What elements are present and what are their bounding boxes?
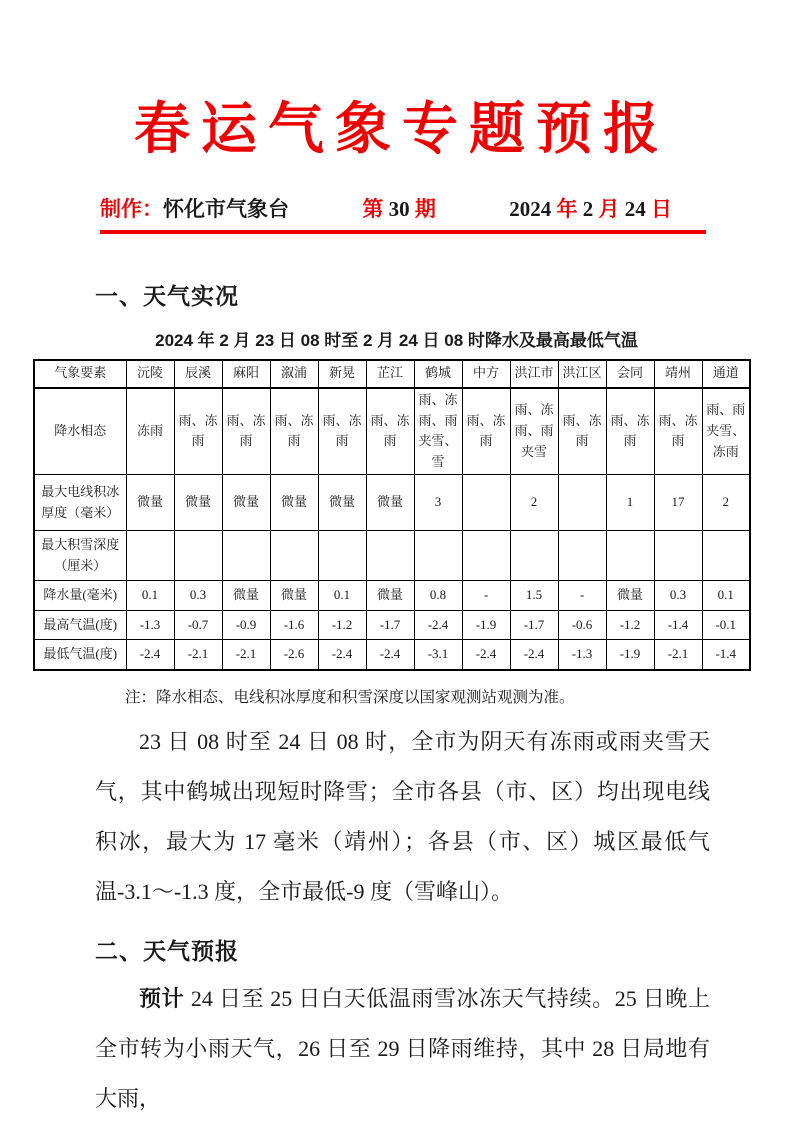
column-header: 通道 xyxy=(702,360,750,388)
table-cell: 雨、冻雨 xyxy=(654,388,702,475)
table-cell: 微量 xyxy=(222,475,270,531)
table-cell xyxy=(318,531,366,581)
table-row xyxy=(34,581,750,611)
table-cell: -2.1 xyxy=(654,640,702,670)
table-cell: 微量 xyxy=(366,581,414,611)
table-cell: -0.1 xyxy=(702,611,750,640)
table-cell: -1.2 xyxy=(318,611,366,640)
table-cell: -1.4 xyxy=(702,640,750,670)
section1-heading: 一、天气实况 xyxy=(95,282,239,309)
table-cell: -1.2 xyxy=(606,611,654,640)
table-cell: -2.4 xyxy=(318,640,366,670)
table-cell: 雨、冻雨 xyxy=(222,388,270,475)
table-cell: -2.4 xyxy=(510,640,558,670)
issue-number xyxy=(362,196,436,223)
table-cell: 1.5 xyxy=(510,581,558,611)
date-day-unit: 日 xyxy=(651,197,672,221)
date-year-unit: 年 xyxy=(556,197,578,221)
table-cell xyxy=(702,531,750,581)
column-header: 沅陵 xyxy=(126,360,174,388)
table-cell: 雨、冻雨、雨夹雪 xyxy=(510,388,558,475)
column-header: 洪江区 xyxy=(558,360,606,388)
table-cell: -1.4 xyxy=(654,611,702,640)
table-cell: 雨、雨夹雪、冻雨 xyxy=(702,388,750,475)
row-label: 最低气温(度) xyxy=(34,640,126,670)
table-cell: 雨、冻雨、雨夹雪、雪 xyxy=(414,388,462,475)
table-cell: 微量 xyxy=(366,475,414,531)
table-cell: -2.4 xyxy=(126,640,174,670)
table-cell: -0.9 xyxy=(222,611,270,640)
table-cell: 0.3 xyxy=(654,581,702,611)
table-cell: 0.1 xyxy=(318,581,366,611)
table-cell: 2 xyxy=(510,475,558,531)
table-cell xyxy=(126,531,174,581)
column-header: 新晃 xyxy=(318,360,366,388)
row-label: 最高气温(度) xyxy=(34,611,126,640)
table-cell: 微量 xyxy=(174,475,222,531)
table-cell: -2.1 xyxy=(222,640,270,670)
column-header: 洪江市 xyxy=(510,360,558,388)
table-cell: -2.1 xyxy=(174,640,222,670)
table-cell: -0.7 xyxy=(174,611,222,640)
table-cell: 雨、冻雨 xyxy=(174,388,222,475)
table-cell: 0.1 xyxy=(702,581,750,611)
table-cell: 雨、冻雨 xyxy=(558,388,606,475)
table-cell: -0.6 xyxy=(558,611,606,640)
column-header: 中方 xyxy=(462,360,510,388)
table-header-row xyxy=(34,360,750,388)
table-note: 注：降水相态、电线积冰厚度和积雪深度以国家观测站观测为准。 xyxy=(125,688,575,706)
table-cell: 微量 xyxy=(270,581,318,611)
column-header: 溆浦 xyxy=(270,360,318,388)
issue-date xyxy=(509,196,706,223)
table-cell: 微量 xyxy=(318,475,366,531)
table-cell: 0.3 xyxy=(174,581,222,611)
table-cell: 雨、冻雨 xyxy=(366,388,414,475)
table-cell: -1.9 xyxy=(462,611,510,640)
row-label: 最大电线积冰厚度（毫米） xyxy=(34,475,126,531)
issue-no: 30 xyxy=(383,196,415,221)
table-cell: 17 xyxy=(654,475,702,531)
table-cell: 雨、冻雨 xyxy=(606,388,654,475)
table-cell xyxy=(222,531,270,581)
table-cell: -1.9 xyxy=(606,640,654,670)
header-divider xyxy=(100,230,706,234)
date-day: 24 xyxy=(619,196,651,221)
row-label: 降水量(毫米) xyxy=(34,581,126,611)
row-label: 最大积雪深度（厘米） xyxy=(34,531,126,581)
table-cell xyxy=(270,531,318,581)
table-title: 2024 年 2 月 23 日 08 时至 2 月 24 日 08 时降水及最高最低气温 xyxy=(155,330,638,350)
table-cell xyxy=(510,531,558,581)
table-cell: -3.1 xyxy=(414,640,462,670)
section1-paragraph: 23 日 08 时至 24 日 08 时，全市为阴天有冻雨或雨夹雪天气，其中鹤城出现短时降雪；全市各县（市、区）均出现电线积冰，最大为 17 毫米（靖州）；各县（市、区）城区最低气温-3.1～-1.3 度，全市最低-9 度（雪峰山）。 xyxy=(95,728,710,904)
table-cell: 雨、冻雨 xyxy=(462,388,510,475)
table-cell: 3 xyxy=(414,475,462,531)
table-cell: - xyxy=(462,581,510,611)
table-row xyxy=(34,531,750,581)
table-cell: -1.3 xyxy=(126,611,174,640)
table-row xyxy=(34,611,750,640)
issue-suffix: 期 xyxy=(414,197,436,221)
table-cell: 微量 xyxy=(222,581,270,611)
table-cell: 0.1 xyxy=(126,581,174,611)
table-cell xyxy=(414,531,462,581)
column-header: 麻阳 xyxy=(222,360,270,388)
table-cell xyxy=(558,475,606,531)
table-cell: -1.7 xyxy=(510,611,558,640)
table-cell: -1.6 xyxy=(270,611,318,640)
table-cell: -1.7 xyxy=(366,611,414,640)
table-cell: -2.4 xyxy=(462,640,510,670)
table-cell: -2.4 xyxy=(366,640,414,670)
date-month-unit: 月 xyxy=(598,197,620,221)
table-cell: 微量 xyxy=(606,581,654,611)
date-year: 2024 xyxy=(509,196,557,221)
table-cell: - xyxy=(558,581,606,611)
table-cell: 雨、冻雨 xyxy=(270,388,318,475)
producer-label: 制作： xyxy=(100,197,163,221)
date-month: 2 xyxy=(577,196,599,221)
column-header: 会同 xyxy=(606,360,654,388)
table-cell xyxy=(174,531,222,581)
column-header: 靖州 xyxy=(654,360,702,388)
section2-heading: 二、天气预报 xyxy=(95,937,239,964)
table-cell xyxy=(462,531,510,581)
issue-prefix: 第 xyxy=(362,197,384,221)
producer xyxy=(100,196,289,223)
header-meta-row xyxy=(100,196,706,223)
table-cell: 0.8 xyxy=(414,581,462,611)
column-header: 气象要素 xyxy=(34,360,126,388)
table-cell xyxy=(462,475,510,531)
table-cell: 2 xyxy=(702,475,750,531)
table-cell xyxy=(606,531,654,581)
table-row xyxy=(34,475,750,531)
table-cell xyxy=(558,531,606,581)
table-row xyxy=(34,388,750,475)
forecast-lead: 预计 xyxy=(139,985,191,1011)
row-label: 降水相态 xyxy=(34,388,126,475)
table-cell xyxy=(366,531,414,581)
table-cell xyxy=(654,531,702,581)
table-cell: 1 xyxy=(606,475,654,531)
producer-name: 怀化市气象台 xyxy=(163,197,289,221)
table-cell: 微量 xyxy=(270,475,318,531)
table-cell: 微量 xyxy=(126,475,174,531)
column-header: 鹤城 xyxy=(414,360,462,388)
table-cell: -2.6 xyxy=(270,640,318,670)
table-cell: -1.3 xyxy=(558,640,606,670)
column-header: 芷江 xyxy=(366,360,414,388)
column-header: 辰溪 xyxy=(174,360,222,388)
table-cell: 冻雨 xyxy=(126,388,174,475)
forecast-text: 24 日至 25 日白天低温雨雪冰冻天气持续。25 日晚上全市转为小雨天气，26 日至 29 日降雨维持，其中 28 日局地有大雨， xyxy=(95,985,710,1111)
section2-paragraph xyxy=(95,974,710,1122)
document-title: 春运气象专题预报 xyxy=(134,96,670,162)
weather-observation-table xyxy=(33,359,751,671)
table-cell: -2.4 xyxy=(414,611,462,640)
table-row xyxy=(34,640,750,670)
table-cell: 雨、冻雨 xyxy=(318,388,366,475)
